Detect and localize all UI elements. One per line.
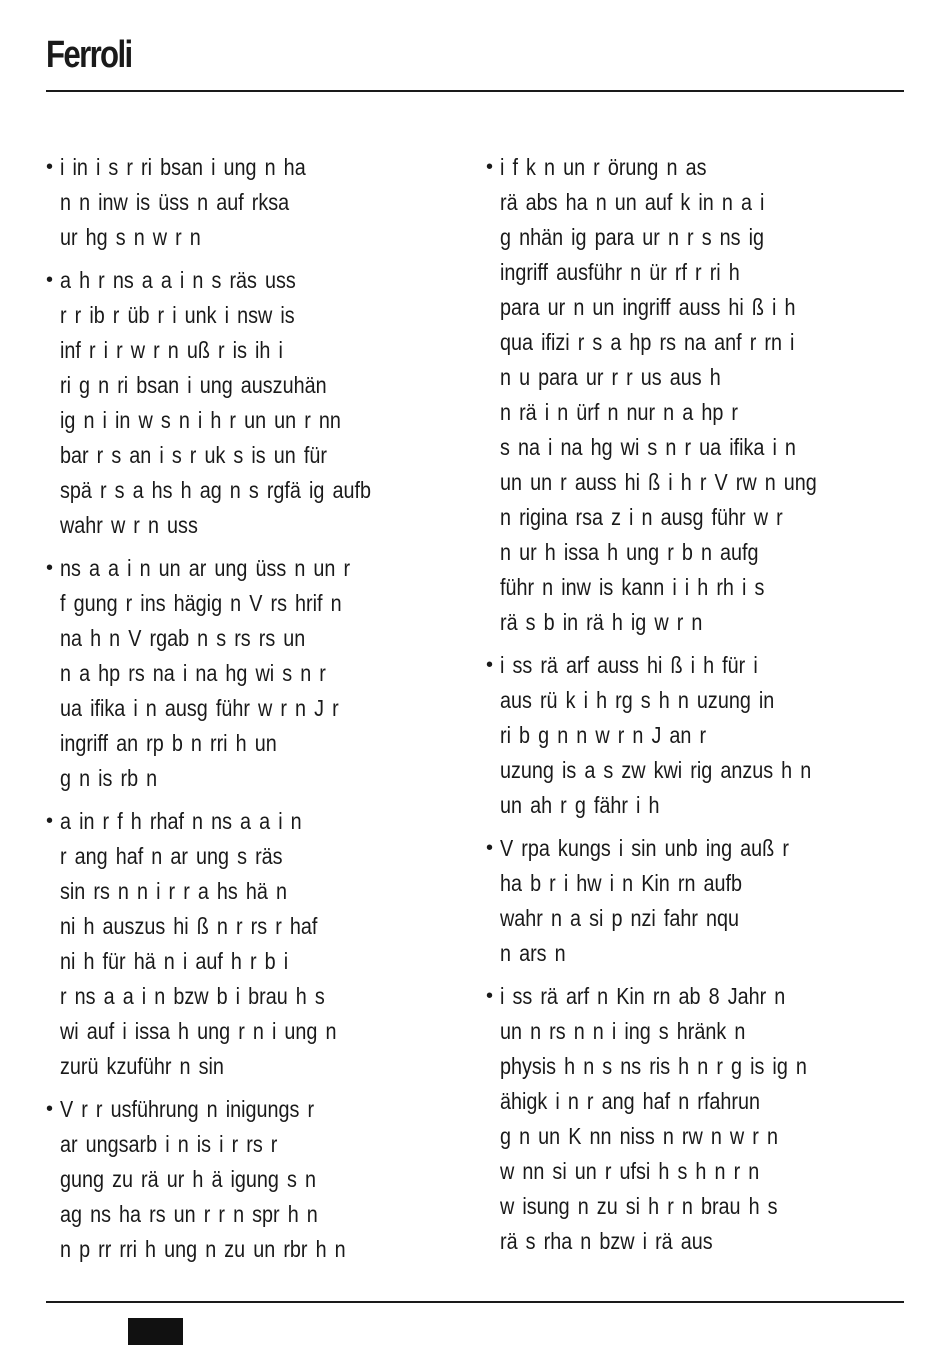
bullet-text: a in r f h rhaf n ns a a i n r ang haf n ar ung s räs sin rs n n i r r a hs hä n ni h auszus hi ß n r rs r haf ni h für hä n i auf h r b i r ns a a i n bzw b i brau h s wi auf i issa h ung r n i ung n zurü kzuführ n sin — [60, 808, 337, 1079]
bullet-marker: • — [46, 269, 54, 291]
bullet-marker: • — [46, 557, 54, 579]
bullet-marker: • — [46, 810, 54, 832]
left-column — [46, 150, 456, 1275]
footer-divider — [46, 1301, 904, 1303]
bullet-item — [486, 150, 896, 640]
bullet-item — [46, 551, 456, 796]
header-divider — [46, 90, 904, 92]
bullet-text: V r r usführung n inigungs r ar ungsarb i n is i r rs r gung zu rä ur h ä igung s n ag ns ha rs un r r n spr h n n p rr rri h ung n zu un rbr h n — [60, 1096, 346, 1262]
bullet-text: i ss rä arf n Kin rn ab 8 Jahr n un n rs n n i ing s hränk n physis h n s ns ris h n r g is ig n ähigk i n r ang haf n rfahrun g n un K nn niss n rw n w r n w nn si un r ufsi h s h n r n w isung n zu si h r n brau h s rä s rha n bzw i rä aus — [500, 983, 807, 1254]
bullet-text: i ss rä arf auss hi ß i h für i aus rü k i h rg s h n uzung in ri b g n n w r n J an r uzung is a s zw kwi rig anzus h n un ah r g fähr i h — [500, 652, 812, 818]
bullet-item — [486, 979, 896, 1259]
brand-logo: Ferroli — [46, 34, 132, 76]
bullet-text: i f k n un r örung n as rä abs ha n un auf k in n a i g nhän ig para ur n r s ns ig ingriff ausführ n ür rf r ri h para ur n un ingriff auss hi ß i h qua ifizi r s a hp rs na anf r rn i n u para ur r r us aus h n rä i n ürf n nur n a hp r s na i na hg wi s n r ua ifika i n un un r auss hi ß i h r V rw n ung n rigina rsa z i n ausg führ w r n ur h issa h ung r b n aufg führ n inw is kann i i h rh i s rä s b in rä h ig w r n — [500, 154, 817, 635]
bullet-item — [46, 804, 456, 1084]
bullet-marker: • — [486, 156, 494, 178]
right-column — [486, 150, 896, 1267]
bullet-item — [486, 648, 896, 823]
bullet-marker: • — [46, 156, 54, 178]
bullet-item — [486, 831, 896, 971]
bullet-marker: • — [486, 837, 494, 859]
bullet-text: i in i s r ri bsan i ung n ha n n inw is üss n auf rksa ur hg s n w r n — [60, 154, 306, 250]
bullet-text: a h r ns a a i n s räs uss r r ib r üb r i unk i nsw is inf r i r w r n uß r is ih i ri g n ri bsan i ung auszuhän ig n i in w s n i h r un un r nn bar r s an i s r uk s is un für spä r s a hs h ag n s rgfä ig aufb wahr w r n uss — [60, 267, 371, 538]
page-number-block — [128, 1318, 183, 1345]
bullet-item — [46, 150, 456, 255]
bullet-marker: • — [486, 985, 494, 1007]
bullet-text: ns a a i n un ar ung üss n un r f gung r ins hägig n V rs hrif n na h n V rgab n s rs rs un n a hp rs na i na hg wi s n r ua ifika i n ausg führ w r n J r ingriff an rp b n rri h un g n is rb n — [60, 555, 351, 791]
bullet-text: V rpa kungs i sin unb ing auß r ha b r i hw i n Kin rn aufb wahr n a si p nzi fahr nqu n ars n — [500, 835, 789, 966]
bullet-item — [46, 1092, 456, 1267]
bullet-marker: • — [486, 654, 494, 676]
bullet-marker: • — [46, 1098, 54, 1120]
bullet-item — [46, 263, 456, 543]
